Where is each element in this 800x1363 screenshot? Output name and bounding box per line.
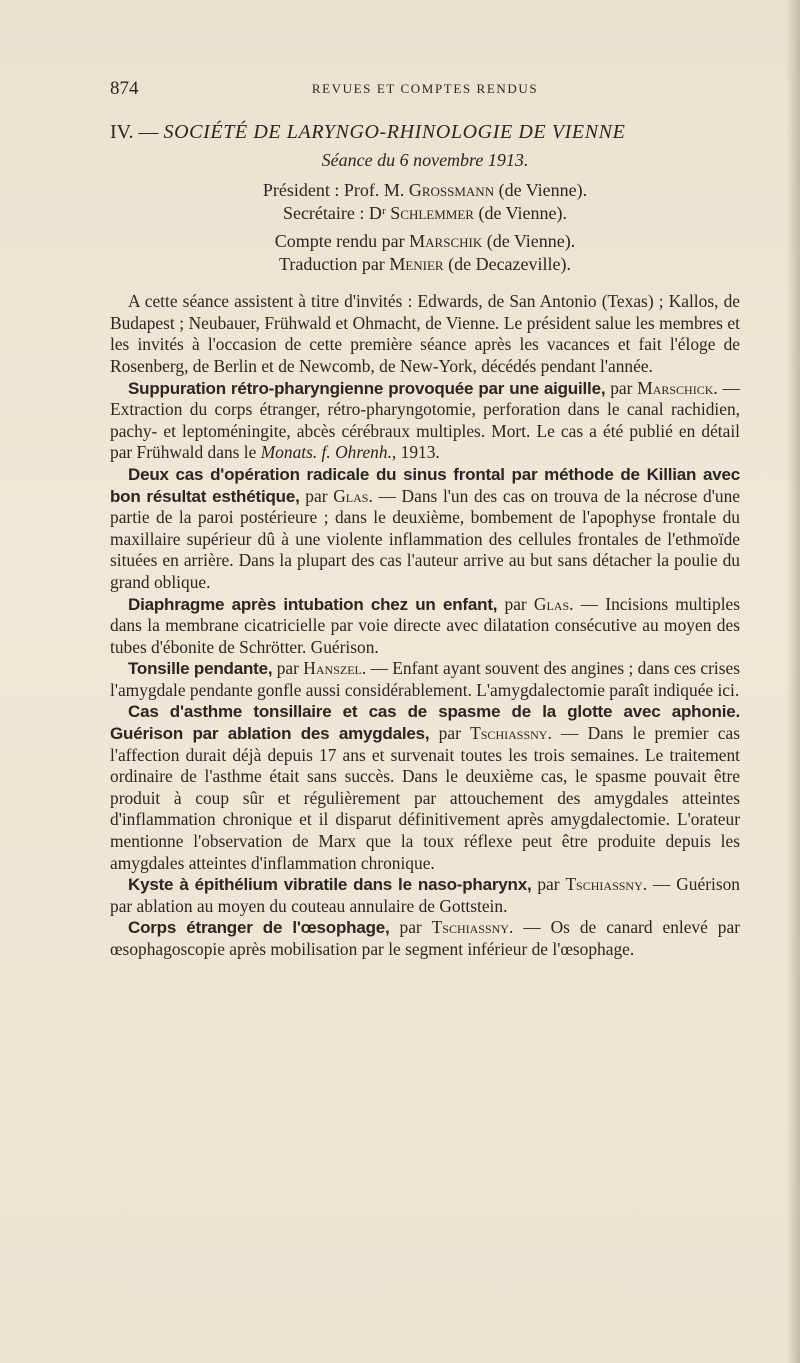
entry-text: . — Extraction du corps étranger, rétro-pharyngotomie, perforation dans le canal rachidien, pachy- et leptoméningite, abcès cérébraux multiples. Mort. Le cas a été publié en détail par Frühwald dans le — [110, 377, 740, 463]
section-number: IV. — — [110, 121, 164, 143]
entry-citation: Monats. f. Ohrenh. — [260, 442, 392, 463]
entry-text: . — Dans l'un des cas on trouva de la nécrose d'une partie de la paroi postérieure ; dans le deuxième, bombement de l'apophyse frontale du maxillaire supérieur dû à une violente inflammation des cellules frontales de l'ethmoïde situées en arrière. Dans la plupart des cas l'auteur arrive au but sans détacher la poulie du grand oblique. — [110, 485, 741, 592]
entry-tonsillar-asthma — [110, 701, 740, 874]
entry-heading: Cas d'asthme tonsillaire et cas de spasme de la glotte avec aphonie. Guérison par ablation des amygdales, — [110, 702, 740, 744]
officers-block — [110, 179, 740, 275]
secretary-name: Schlemmer — [390, 202, 474, 223]
report-author: Marschik — [409, 231, 483, 252]
translator-place: (de Decazeville). — [443, 253, 572, 274]
entry-heading: Diaphragme après intubation chez un enfant, — [128, 594, 498, 614]
entry-text: . — Os de canard enlevé par œsophagoscopie après mobilisation par le segment inférieur de l'œsophage. — [110, 917, 740, 959]
report-label: Compte rendu par — [274, 231, 410, 252]
entry-text: . — Incisions multiples dans la membrane cicatricielle par voie directe avec dilatation consécutive au moyen des tubes d'ébonite de Schrötter. Guérison. — [110, 593, 741, 657]
page-edge-shadow — [786, 0, 800, 1363]
running-head: REVUES ET COMPTES RENDUS — [311, 81, 539, 96]
entry-by: par — [497, 593, 534, 614]
entry-by: par — [531, 874, 566, 895]
entry-cyst — [110, 874, 740, 917]
entry-by: par — [299, 485, 334, 506]
section-title — [110, 122, 740, 144]
entry-author: Tschiassny — [431, 917, 509, 938]
entry-text: . — Guérison par ablation au moyen du couteau annulaire de Gottstein. — [110, 874, 740, 916]
entry-by: par — [389, 917, 432, 938]
entry-author: Marschick — [637, 377, 714, 398]
report-place: (de Vienne). — [482, 231, 576, 252]
president-label: Président : Prof. M. — [262, 180, 409, 201]
entry-diaphragm — [110, 594, 740, 659]
entry-text: . — Dans le premier cas l'affection durait déjà depuis 17 ans et survenait toutes les trois semaines. Le traitement ordinaire de l'asthme était sans succès. Dans le deuxième cas, le spasme pouvait être produit à coup sûr et régulièrement par attouchement des amygdales atteintes d'inflammation chronique et il disparut définitivement après amygdalectomie. L'orateur mentionne l'observation de Marx que la toux réflexe peut être produite depuis les amygdales atteintes d'inflammation chronique. — [110, 723, 740, 873]
president-place: (de Vienne). — [494, 180, 588, 201]
entry-heading: Corps étranger de l'œsophage, — [128, 918, 390, 938]
entry-author: Hanszel — [303, 658, 362, 679]
entry-text-after: , 1913. — [391, 442, 440, 463]
entry-retropharyngeal — [110, 378, 740, 464]
entry-author: Tschiassny — [565, 874, 643, 895]
translation-label: Traduction par — [278, 253, 390, 274]
report-line — [110, 230, 740, 253]
secretary-place: (de Vienne). — [473, 202, 568, 223]
entry-heading: Suppuration rétro-pharyngienne provoquée par une aiguille, — [128, 378, 606, 398]
entry-heading: Tonsille pendante, — [128, 659, 273, 679]
entry-author: Glas — [333, 485, 369, 506]
entry-author: Tschiassny — [470, 723, 548, 744]
entry-author: Glas — [533, 593, 570, 614]
session-date: Séance du 6 novembre 1913. — [321, 149, 529, 170]
entry-frontal-sinus — [110, 464, 740, 594]
entry-by: par — [272, 658, 304, 679]
entry-by: par — [429, 723, 471, 744]
translation-line — [110, 253, 740, 276]
intro-paragraph: A cette séance assistent à titre d'invités : Edwards, de San Antonio (Texas) ; Kallos, de Budapest ; Neubauer, Frühwald et Ohmacht, de Vienne. Le président salue les membres et les invités à l'occasion de cette première séance après les vacances et fait l'éloge de Rosenberg, de Berlin et de Newcomb, de New-York, décédés pendant l'année. — [110, 291, 740, 376]
article-body — [110, 122, 740, 961]
translator-name: Menier — [389, 253, 444, 274]
entry-heading: Kyste à épithélium vibratile dans le naso-pharynx, — [128, 875, 532, 895]
page-number: 874 — [110, 78, 139, 99]
entry-text: . — Enfant ayant souvent des angines ; dans ces crises l'amygdale pendante gonfle aussi considérablement. L'amygdalectomie paraît indiquée ici. — [110, 658, 741, 700]
president-line — [110, 179, 740, 202]
secretary-line — [110, 202, 740, 225]
section-title-text: SOCIÉTÉ DE LARYNGO-RHINOLOGIE DE VIENNE — [163, 121, 626, 143]
entry-foreign-body — [110, 917, 740, 960]
entry-tonsil — [110, 658, 740, 701]
page-header — [110, 78, 740, 104]
entry-by: par — [605, 377, 638, 398]
president-name: Grossmann — [408, 180, 495, 201]
entry-heading: Deux cas d'opération radicale du sinus frontal par méthode de Killian avec bon résultat esthétique, — [110, 464, 740, 506]
secretary-label: Secrétaire : Dʳ — [282, 202, 391, 223]
